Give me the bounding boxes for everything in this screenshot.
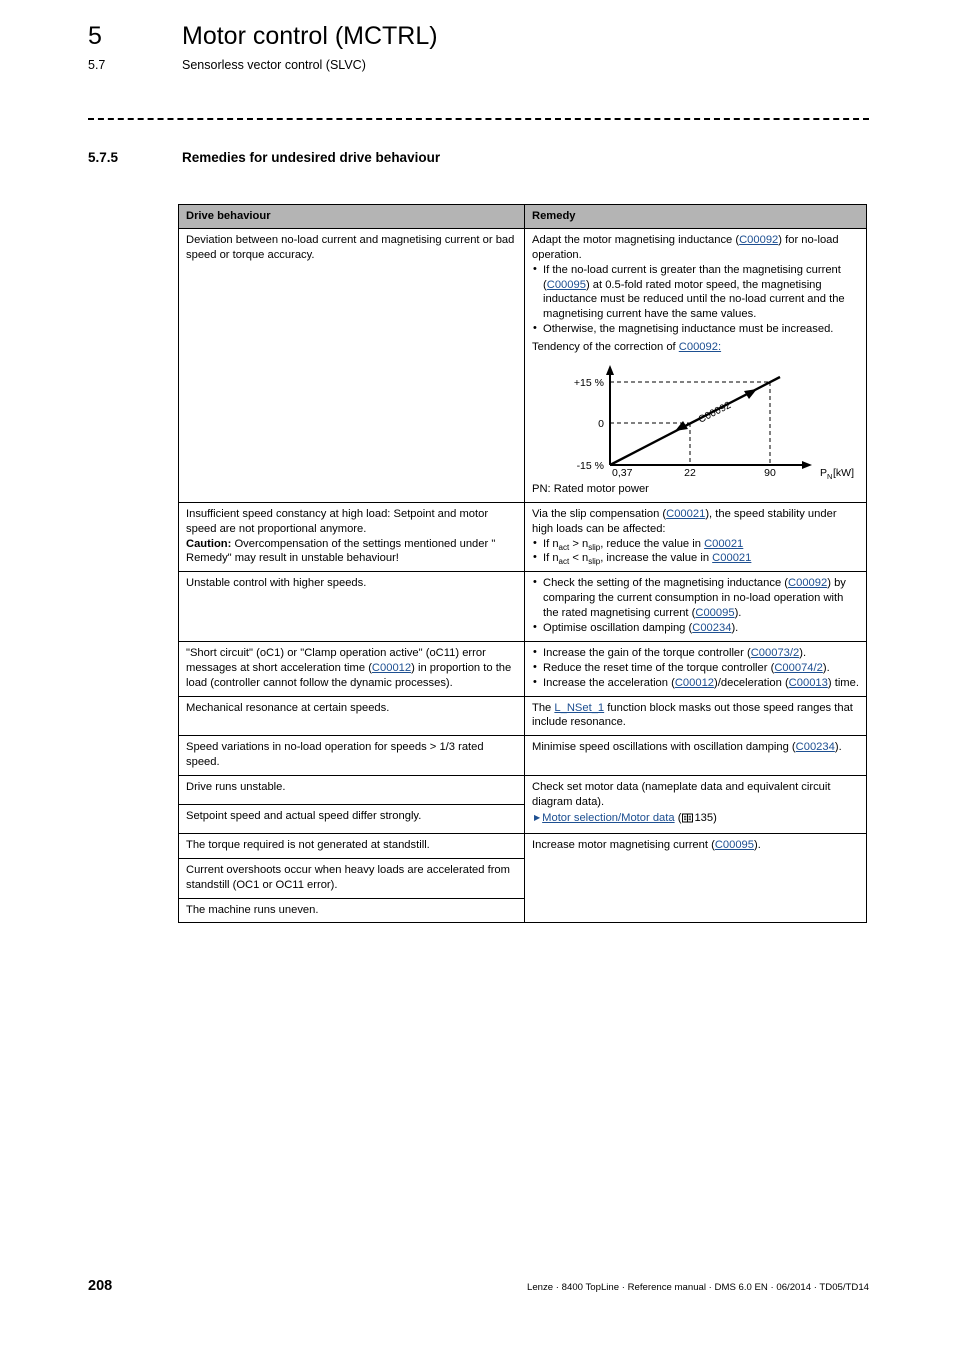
cell-behaviour bbox=[179, 228, 525, 502]
list-item bbox=[532, 621, 859, 636]
subscript-act: act bbox=[558, 557, 570, 567]
remedy-text bbox=[532, 701, 859, 731]
text-pre: Via the slip compensation ( bbox=[532, 507, 667, 520]
cell-remedy bbox=[525, 502, 867, 572]
behaviour-text: Current overshoots occur when heavy loads are accelerated from standstill (OC1 or OC11 error). bbox=[186, 863, 510, 891]
parameter-link-c00021-increase[interactable]: C00021 bbox=[712, 552, 752, 565]
text-post: ) for no-load operation. bbox=[532, 233, 839, 261]
text-post: , reduce the value in bbox=[600, 537, 705, 550]
svg-text:-15 %: -15 % bbox=[576, 460, 604, 473]
parameter-link-c00095[interactable]: C00095 bbox=[695, 607, 735, 620]
text-post: ) at 0.5-fold rated motor speed, the magnetising inductance must be reduced until the no-load current and the magnetising current have the same values. bbox=[543, 278, 845, 321]
column-header-drive-behaviour: Drive behaviour bbox=[179, 205, 525, 229]
text-post: ). bbox=[754, 838, 761, 851]
book-icon bbox=[682, 813, 693, 828]
text-pre: If n bbox=[543, 537, 559, 550]
svg-text:P: P bbox=[820, 467, 828, 480]
cell-behaviour bbox=[179, 804, 525, 833]
parameter-link-c00095[interactable]: C00095 bbox=[714, 838, 755, 851]
parameter-link-c00095[interactable]: C00095 bbox=[546, 278, 586, 291]
list-item bbox=[532, 263, 859, 323]
text-post: ). bbox=[731, 622, 739, 635]
list-item bbox=[532, 322, 859, 337]
behaviour-text: The machine runs uneven. bbox=[186, 903, 319, 916]
text-post: ) time. bbox=[827, 676, 859, 689]
parameter-link-c00234[interactable]: C00234 bbox=[795, 741, 835, 754]
column-header-remedy: Remedy bbox=[525, 205, 867, 229]
text-pre: If the no-load current is greater than the magnetising current ( bbox=[543, 263, 841, 291]
table-row bbox=[179, 736, 867, 776]
parameter-link-c00012-accel[interactable]: C00012 bbox=[674, 676, 715, 689]
text-pre: Optimise oscillation damping ( bbox=[543, 622, 693, 635]
svg-text:0,37: 0,37 bbox=[612, 467, 633, 480]
text-pre: Reduce the reset time of the torque controller ( bbox=[543, 661, 775, 674]
list-item bbox=[532, 576, 859, 621]
section-title: Remedies for undesired drive behaviour bbox=[182, 150, 441, 165]
xref-paren-open: ( bbox=[674, 811, 682, 824]
svg-text:+15 %: +15 % bbox=[573, 377, 604, 390]
behaviour-text: Mechanical resonance at certain speeds. bbox=[186, 701, 390, 714]
text-pre: Increase motor magnetising current ( bbox=[532, 838, 715, 851]
subscript-slip: slip bbox=[588, 557, 601, 567]
text-pre: Adapt the motor magnetising inductance ( bbox=[532, 233, 740, 246]
header-section-line bbox=[88, 58, 870, 72]
text-pre: "Short circuit" (oC1) or "Clamp operation active" (oC11) error messages at short acceleration time ( bbox=[186, 646, 486, 674]
text-post: , increase the value in bbox=[600, 552, 713, 565]
parameter-link-c00073-2[interactable]: C00073/2 bbox=[750, 646, 800, 659]
text-mid: ) by comparing the current consumption in no-load operation with the rated magnetising current ( bbox=[543, 577, 846, 620]
chart-note: PN: Rated motor power bbox=[532, 482, 649, 495]
cell-remedy bbox=[525, 696, 867, 736]
cell-behaviour bbox=[179, 858, 525, 898]
function-block-link-l-nset-1[interactable]: L_NSet_1 bbox=[554, 701, 605, 714]
text-pre: Tendency of the correction of bbox=[532, 341, 679, 354]
triangle-bullet-icon: ▶ bbox=[534, 812, 541, 822]
text-mid: < n bbox=[569, 552, 589, 565]
cell-remedy bbox=[525, 572, 867, 642]
cell-behaviour bbox=[179, 833, 525, 858]
behaviour-text: The torque required is not generated at standstill. bbox=[186, 838, 430, 851]
cell-behaviour bbox=[179, 572, 525, 642]
behaviour-caution bbox=[186, 537, 517, 567]
cell-remedy bbox=[525, 641, 867, 696]
behaviour-text: Insufficient speed constancy at high load: Setpoint and motor speed are not proportional anymore. bbox=[186, 507, 489, 535]
list-item bbox=[532, 551, 859, 566]
text-mid: )/deceleration ( bbox=[714, 676, 789, 689]
cell-behaviour bbox=[179, 696, 525, 736]
behaviour-text: Speed variations in no-load operation for speeds > 1/3 rated speed. bbox=[186, 741, 484, 769]
text-post: ). bbox=[834, 741, 842, 754]
section-heading bbox=[88, 150, 870, 165]
remedy-intro bbox=[532, 507, 859, 537]
behaviour-text: Deviation between no-load current and magnetising current or bad speed or torque accuracy. bbox=[186, 233, 515, 261]
remedies-table-wrapper bbox=[178, 204, 866, 923]
text-mid: > n bbox=[569, 537, 589, 550]
remedy-bullet-list bbox=[532, 646, 859, 691]
svg-text:22: 22 bbox=[684, 467, 696, 480]
header-divider bbox=[88, 118, 869, 120]
svg-text:0: 0 bbox=[598, 418, 604, 431]
cross-reference-link[interactable]: Motor selection/Motor data bbox=[542, 811, 675, 824]
header-section-number: 5.7 bbox=[88, 58, 106, 72]
table-header-row bbox=[179, 205, 867, 229]
text-post: ). bbox=[799, 646, 807, 659]
text-pre: Increase the gain of the torque controller ( bbox=[543, 646, 751, 659]
parameter-link-c00021-reduce[interactable]: C00021 bbox=[704, 537, 744, 550]
xref-page-number: 135 bbox=[694, 811, 714, 824]
parameter-link-c00012[interactable]: C00012 bbox=[371, 661, 412, 674]
tendency-chart bbox=[532, 357, 859, 480]
cell-behaviour bbox=[179, 641, 525, 696]
svg-text:90: 90 bbox=[764, 467, 776, 480]
parameter-link-c00234[interactable]: C00234 bbox=[692, 622, 732, 635]
svg-text:C00092: C00092 bbox=[696, 399, 733, 426]
table-row bbox=[179, 228, 867, 502]
list-item bbox=[532, 537, 859, 552]
behaviour-text: Setpoint speed and actual speed differ strongly. bbox=[186, 809, 422, 822]
chapter-number: 5 bbox=[88, 22, 102, 50]
list-item bbox=[532, 661, 859, 676]
page-number: 208 bbox=[88, 1278, 113, 1294]
remedy-text: Check set motor data (nameplate data and equivalent circuit diagram data). bbox=[532, 781, 831, 809]
text-post: ). bbox=[822, 661, 830, 674]
header-chapter-line bbox=[88, 22, 870, 51]
behaviour-text bbox=[186, 646, 517, 691]
text-pre: Check the setting of the magnetising inductance ( bbox=[543, 577, 789, 590]
caution-text: Overcompensation of the settings mentioned under " Remedy" may result in unstable behaviour! bbox=[186, 537, 496, 565]
text-pre: Otherwise, the magnetising inductance must be increased. bbox=[543, 323, 834, 336]
header-section-title: Sensorless vector control (SLVC) bbox=[182, 58, 366, 72]
list-item bbox=[532, 676, 859, 691]
text-post: ). bbox=[734, 607, 742, 620]
subscript-act: act bbox=[558, 542, 570, 552]
table-row bbox=[179, 572, 867, 642]
subscript-slip: slip bbox=[588, 542, 601, 552]
table-row bbox=[179, 776, 867, 805]
chart-caption bbox=[532, 340, 859, 355]
parameter-link-c00092[interactable]: C00092 bbox=[739, 233, 779, 246]
parameter-link-c00092-chart[interactable]: C00092: bbox=[678, 341, 722, 354]
cell-behaviour bbox=[179, 502, 525, 572]
parameter-link-c00013[interactable]: C00013 bbox=[788, 676, 828, 689]
list-item bbox=[532, 646, 859, 661]
caution-label: Caution: bbox=[186, 537, 232, 550]
table-row bbox=[179, 696, 867, 736]
behaviour-text: Drive runs unstable. bbox=[186, 781, 286, 794]
remedies-table bbox=[178, 204, 867, 923]
section-number: 5.7.5 bbox=[88, 150, 119, 165]
tendency-chart-svg bbox=[532, 357, 858, 482]
remedy-bullet-list bbox=[532, 537, 859, 567]
cell-remedy bbox=[525, 228, 867, 502]
text-post: ) in proportion to the load (controller cannot follow the dynamic processes). bbox=[186, 661, 512, 689]
cell-behaviour bbox=[179, 736, 525, 776]
text-pre: Increase the acceleration ( bbox=[543, 676, 675, 689]
cell-remedy-merged bbox=[525, 776, 867, 834]
svg-text:[kW]: [kW] bbox=[833, 467, 854, 480]
text-post: function block masks out those speed ranges that include resonance. bbox=[532, 701, 853, 729]
text-pre: Minimise speed oscillations with oscillation damping ( bbox=[532, 741, 796, 754]
cell-behaviour bbox=[179, 898, 525, 923]
parameter-link-c00092[interactable]: C00092 bbox=[788, 577, 828, 590]
parameter-link-c00021[interactable]: C00021 bbox=[666, 507, 706, 520]
parameter-link-c00074-2[interactable]: C00074/2 bbox=[774, 661, 823, 674]
text-pre: If n bbox=[543, 552, 559, 565]
svg-text:N: N bbox=[827, 472, 833, 482]
xref-paren-close: ) bbox=[713, 811, 717, 824]
text-post: ), the speed stability under high loads can be affected: bbox=[532, 507, 837, 535]
remedy-intro bbox=[532, 233, 859, 263]
table-row bbox=[179, 502, 867, 572]
cell-behaviour bbox=[179, 776, 525, 805]
text-pre: The bbox=[532, 701, 555, 714]
remedy-text bbox=[532, 838, 859, 853]
remedy-text bbox=[532, 740, 859, 755]
footer-text: Lenze · 8400 TopLine · Reference manual · DMS 6.0 EN · 06/2014 · TD05/TD14 bbox=[526, 1282, 869, 1293]
chapter-title: Motor control (MCTRL) bbox=[182, 22, 438, 50]
remedy-bullet-list bbox=[532, 576, 859, 636]
cell-remedy bbox=[525, 736, 867, 776]
table-row bbox=[179, 641, 867, 696]
page-footer bbox=[88, 1278, 869, 1294]
cell-remedy-merged bbox=[525, 833, 867, 923]
remedy-bullet-list bbox=[532, 263, 859, 337]
behaviour-text: Unstable control with higher speeds. bbox=[186, 577, 367, 590]
cross-reference bbox=[532, 811, 859, 828]
page-header bbox=[88, 22, 870, 72]
table-row bbox=[179, 833, 867, 858]
